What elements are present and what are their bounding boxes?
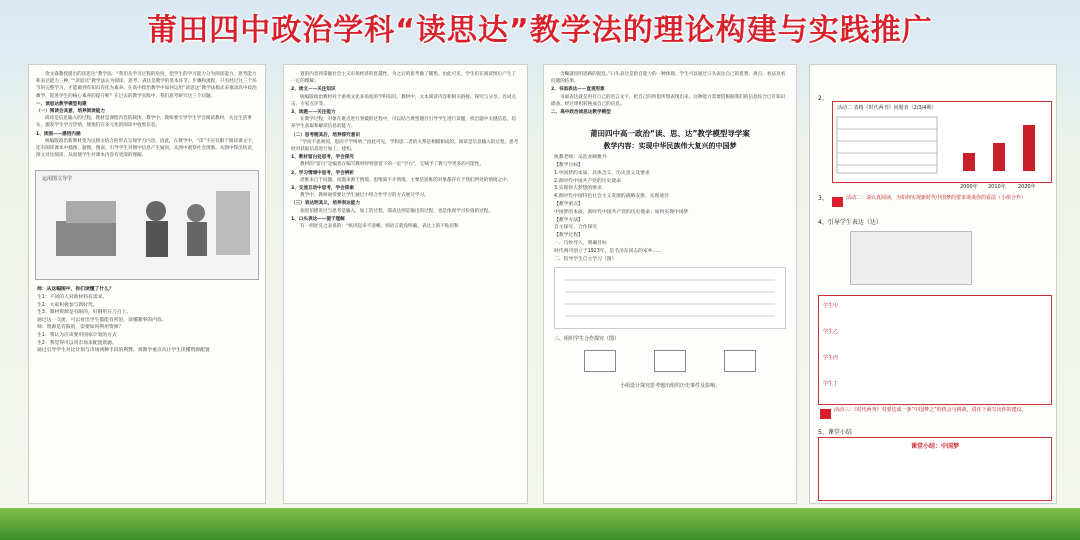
party-flag-icon <box>820 409 831 419</box>
guide-line: 自主探究、合作探究 <box>554 225 598 231</box>
student-photo <box>850 231 972 285</box>
col3-p2: 书面表达就是用有自己的语言文字，把自己的所思所想表现出来。这种能力需要借根据我们的信息综合已有知识储备，经过组织转换成自己的信息。 <box>551 94 786 107</box>
col2-p5: 教材的“留白”是编者在编写教材时特意留下的一定“空白”，它赋予了教与学更多的可能性。 <box>300 162 485 168</box>
dialog-line: 通过引导学生对比计划与市场两种手段的利弊，将教学重点从让学生读懂资源配置 <box>37 348 210 354</box>
col2-p6: 思维来自于问题，问题来源于情境。思维离不开情境，主要是思维的对象都存在于我们所处的情境之中。 <box>300 177 512 183</box>
machine-top-shape <box>66 201 116 223</box>
guide-line: 3.实现伟大梦想的要求 <box>554 186 602 192</box>
col1-p1: 阅读是信息输入的过程，教材是课程内容的载体，教学中，教师要引导学生学会阅读教材，关注生活事实，激发学生学习热情，使他们在多元化的阅读中收集信息。 <box>36 116 252 129</box>
building-shape <box>216 191 250 255</box>
dialog-line: 生3：制材资源是有限的，好钢用在刀刃上。 <box>37 310 132 316</box>
guide-line: 【教学目标】 <box>554 163 583 169</box>
group-box <box>584 350 616 372</box>
person-head-shape <box>146 201 166 221</box>
chart-lines-drawing <box>555 268 787 326</box>
illustration-caption: 运用图文导学 <box>42 176 73 183</box>
col2-p8: 加里伯德说过与思考是输入、加工的过程，那表达则是输出的过程，也是体现学习价值的过程。 <box>300 208 493 214</box>
person2-head-shape <box>187 204 205 222</box>
illustration-drawing <box>36 171 260 277</box>
chart-year-label: 2010年 <box>988 184 1006 190</box>
panel-col3 <box>543 64 797 504</box>
classroom-dialog <box>29 284 265 356</box>
col1-h1a: （一）阅读会其意，培养阅读能力 <box>36 109 105 115</box>
guide-line: 1.中国梦的本质、具体含义、历史意义及要求 <box>554 170 650 176</box>
speaker-label: 学生甲 <box>823 303 839 309</box>
col2-p2: 统编版政治教材对于重视文化多角度的学科知识。教材中，文本阅读内容和相关链接、探究与分享、名词点击、专家点评等。 <box>291 94 516 107</box>
col2-h3c: 3、交流互动中思考，学会探索 <box>291 186 354 192</box>
col2-p1: 置的内容到掌握社会主义市场经济的优越性。为之后的思考做了铺垫。由此可见，学生们在阅读图后产生了一定的理解。 <box>291 72 516 85</box>
guide-body <box>544 154 796 263</box>
guide-line: 【教学过程】 <box>554 233 583 239</box>
student-answers-figure <box>818 295 1052 405</box>
guide-line: 4.新时代中国特色社会主义发展的战略安排、实现途径 <box>554 194 669 200</box>
guide-line: 执教老师：吴浩业顾雅丹 <box>554 155 607 161</box>
dialog-line: 师：资源是有限的，需要如何利用资源？ <box>37 325 124 331</box>
guide-line: 中国梦的本质；新时代中国共产党的历史使命；如何实现中国梦 <box>554 209 689 215</box>
dialog-line: 生1：不同的人对新材料有需求。 <box>37 295 108 301</box>
col1-p2: 统编版政治新教材变为以图文结合的形式呈现学习内容，因此，在教学中，“读”不应仅限于阅读课文字，还有阅读课本中插图、题图、图表，引导学生对图中信息产生疑问，从图中观察社会现象。从图中得出结论，图文对比阅读，从而使学生对课本内容有更深的理解。 <box>36 138 257 159</box>
speaker-label: 学生乙 <box>823 329 839 335</box>
panel-col1 <box>28 64 266 504</box>
col3-h3: 二、高中政治读思达教学模型 <box>551 110 611 116</box>
poster-title: 莆田四中政治学科“读思达”教学法的理论构建与实践推广 <box>147 13 933 48</box>
table-figure <box>832 101 1052 183</box>
step-number: 2、 <box>818 95 828 102</box>
guide-line: 【教学方法】 <box>554 217 583 223</box>
col2-h3b: 2、学习情境中思考，学会辨析 <box>291 170 354 176</box>
col1-text <box>29 65 265 166</box>
party-flag-icon <box>832 197 843 207</box>
group-box <box>654 350 686 372</box>
col2-h4a: 1、口头表达——提于理解 <box>291 216 345 222</box>
col3-text <box>544 65 796 122</box>
table-drawing <box>833 113 1047 177</box>
chart-year-label: 2000年 <box>960 184 978 190</box>
summary-title: 课堂小结：中国梦 <box>910 443 959 450</box>
textbook-illustration <box>35 170 259 280</box>
group-box <box>724 350 756 372</box>
col2-h2b: 3、读题——关注能力 <box>291 110 336 116</box>
col2-p9: 有一则逆反之表说的：“纸讲起来不清晰，则语言就没明确。表达上的不贴切和 <box>300 224 459 230</box>
panel-col2 <box>283 64 528 504</box>
step-number: 3、 <box>818 195 828 202</box>
activity3-text: 活动三：《时代两刊》对要达成一条“中国梦之”的机会与挑战，请在下面写出你的建议。 <box>834 407 1027 413</box>
col1-h1b: 1、读图——感悟内涵 <box>36 131 81 137</box>
step-number: 4、引导学生表达（达） <box>818 219 882 226</box>
task-text: 活动二：请认真阅读，为如何实现新时代中国梦的要求谈谈你的看法（小组合作） <box>846 195 1027 201</box>
col2-h4: （三）表达明其义，培养表达能力 <box>291 201 360 207</box>
col2-h3a: 1、教材留白处思考，学会探究 <box>291 155 354 161</box>
col3-p1: 含糊就说明思路的混乱。”口头表达是指自能力的一种体现，学生可以通过口头表达自己的思想、观点、看法及看问题的结果。 <box>551 72 786 85</box>
col2-h2: 2、读文——关注知识 <box>291 87 336 93</box>
guide-subtitle: 教学内容：实现中华民族伟大复兴的中国梦 <box>603 142 737 151</box>
guide-line: 二、指导学生自主学习（图） <box>554 256 617 262</box>
group-diagram <box>554 344 786 378</box>
dialog-line: 生1：我认为应该要用国家计划的方式 <box>37 333 117 338</box>
col2-text <box>284 65 527 237</box>
group-label: 三、组织学生合作探究（图） <box>554 336 620 343</box>
step-number: 5、课堂小结 <box>818 429 852 436</box>
guide-line: 2.新时代中国共产党的历史使命 <box>554 178 621 184</box>
guide-line: 一、巧妙导入，明确目标 <box>554 240 607 246</box>
dialog-question: 师：从这幅图中，你们读懂了什么？ <box>37 287 114 293</box>
col2-p3: 在教学过程，对象在难点进行突破的过程中，可以结合典型题目引导学生进行读题，找出题中关键信息，培养学生获取和解读信息的能力。 <box>291 117 516 130</box>
speaker-label: 学生丁 <box>823 381 839 387</box>
col2-p7: 教学中，教师通常要让学生通过小组合作学习的方式展开学习。 <box>300 193 429 199</box>
dialog-line: 生2：大家积极参与新时代。 <box>37 302 98 308</box>
speaker-label: 学生丙 <box>823 355 839 361</box>
person2-body-shape <box>187 222 207 256</box>
panel-col4 <box>809 64 1057 504</box>
dialog-line: 生2：我觉得可以用市场来配置资源。 <box>37 340 117 346</box>
chart-year-label: 2020年 <box>1018 184 1036 190</box>
guide-line: 时代两刊创立于1923年，是毛泽东同志的家乡…… <box>554 248 663 254</box>
guide-line: 【教学重点】 <box>554 202 583 207</box>
machine-shape <box>56 221 116 256</box>
col2-p4: “学而不思则罔，思而不学则殆。”由此可见，学和思二者的关系是相辅相成的。阅读是信息输入的过程，思考时对获取信息进行加工、建构。 <box>291 139 519 153</box>
col1-intro: 余文森教授提出的读思达“教学法：“我们从学习过程的角度，把学生的学习能力分为阅读能力、思考能力和表达能力三种。”“读思达”教学法认为阅读、思考、表达是教学的基本环节，步骤和流程，只有经过这三个环节的完整学习，才能做到有知识有化为素养。在高中政治教学中如何运用“读思达”教学法模式来推动高中政治教学，促进学生的核心素养的提升呢？在过去的教学实践中，我们思考研究这三个问题。 <box>36 72 257 99</box>
person-body-shape <box>146 221 168 257</box>
guide-title: 莆田四中高一政治“读、思、达”教学模型导学案 <box>590 129 750 139</box>
guide-chart-image <box>554 267 786 329</box>
bottom-note: 小组设计探究思考题出组织历史事件及影响。 <box>619 383 720 390</box>
table-title: 活动二 表格《时代两刊》问题表（2/3/4期） <box>837 105 937 111</box>
col1-h1: 一、读思达教学模型构建 <box>36 101 87 107</box>
dialog-line: 通过这一交流，可以看出学生都能有所思，读懂教事的内容。 <box>37 317 167 323</box>
col2-h3: （二）思考随其后，培养探究意识 <box>291 132 360 138</box>
col3-h2: 2、书面表达——直观形象 <box>551 87 605 93</box>
summary-figure <box>818 437 1052 501</box>
footer-band <box>0 508 1080 540</box>
